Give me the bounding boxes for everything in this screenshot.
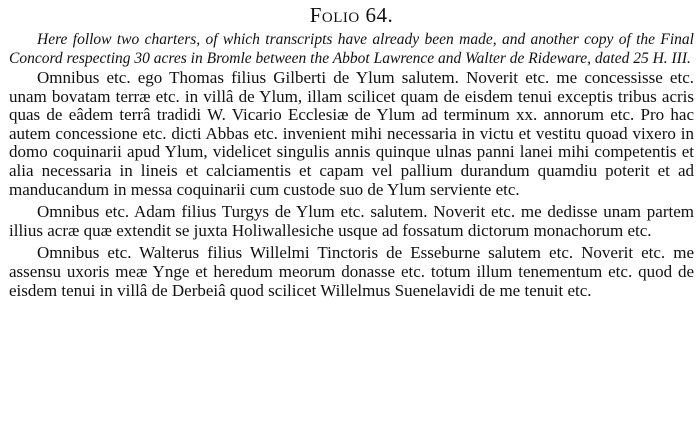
charter-paragraph-adam: Omnibus etc. Adam filius Turgys de Ylum etc. salutem. Noverit etc. me dedisse unam partem illius acræ quæ extendit se juxta Holiwallesiche usque ad fossatum dictorum monachorum etc. bbox=[9, 202, 694, 240]
charter-paragraph-walterus: Omnibus etc. Walterus filius Willelmi Tinctoris de Esseburne salutem etc. Noverit etc. me assensu uxoris meæ Ynge et heredum meorum donasse etc. totum illum tenementum etc. quod de eisdem tenui in villâ de Derbeiâ quod scilicet Willelmus Suenelavidi de me tenuit etc. bbox=[9, 243, 694, 300]
editorial-note: Here follow two charters, of which transcripts have already been made, and another copy of the Final Concord respecting 30 acres in Bromle between the Abbot Lawrence and Walter de Rideware, dated 25 H. III. bbox=[9, 31, 694, 67]
charter-paragraph-thomas: Omnibus etc. ego Thomas filius Gilberti de Ylum salutem. Noverit etc. me concessisse etc. unam bovatam terræ etc. in villâ de Ylum, illam scilicet quam de eisdem tenui exceptis tribus acris quas de eâdem terrâ tradidi W. Vicario Ecclesiæ de Ylum ad terminum xx. annorum etc. Pro hac autem concessione etc. dicti Abbas etc. invenient mihi necessaria in victu et vestitu quoad vixero in domo coquinarii apud Ylum, videlicet singulis annis quinque ulnas panni lanei mihi competentis et alia necessaria in lineis et calciamentis et capam vel pallium durandum quamdiu poterit et ad manducandum in messa coquinarii cum custode suo de Ylum serviente etc. bbox=[9, 68, 694, 199]
folio-heading: Folio 64. bbox=[309, 3, 394, 27]
